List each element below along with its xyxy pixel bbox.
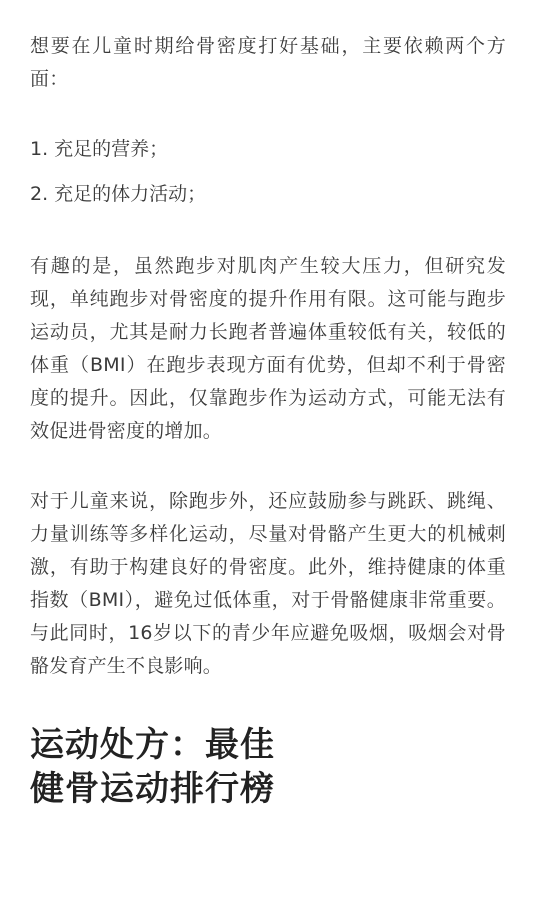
article-body [30,30,506,811]
intro-paragraph: 想要在儿童时期给骨密度打好基础，主要依赖两个方面： [30,35,506,90]
section-heading [30,723,506,811]
section-heading-line-1: 运动处方：最佳 [30,725,275,765]
children-exercise-paragraph: 对于儿童来说，除跑步外，还应鼓励参与跳跃、跳绳、力量训练等多样化运动，尽量对骨骼产生更大的机械刺激，有助于构建良好的骨密度。此外，维持健康的体重指数（BMI），避免过低体重，对于骨骼健康非常重要。与此同时，16岁以下的青少年应避免吸烟，吸烟会对骨骼发育产生不良影响。 [30,490,506,677]
requirements-list [30,133,506,211]
list-item-activity: 2. 充足的体力活动； [30,183,207,205]
list-item-nutrition: 1. 充足的营养； [30,138,169,160]
running-paragraph: 有趣的是，虽然跑步对肌肉产生较大压力，但研究发现，单纯跑步对骨密度的提升作用有限。这可能与跑步运动员，尤其是耐力长跑者普遍体重较低有关，较低的体重（BMI）在跑步表现方面有优势，但却不利于骨密度的提升。因此，仅靠跑步作为运动方式，可能无法有效促进骨密度的增加。 [30,255,506,442]
section-heading-line-2: 健骨运动排行榜 [30,769,275,809]
